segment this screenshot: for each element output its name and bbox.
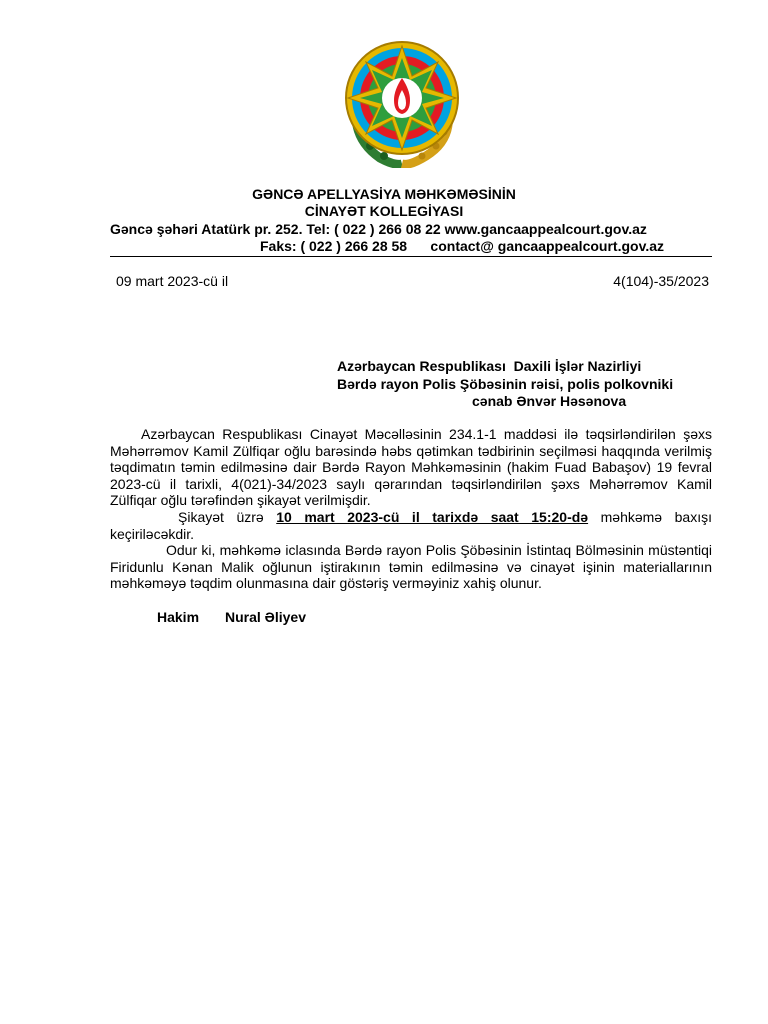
address-line: Gəncə şəhəri Atatürk pr. 252. Tel: ( 022 ) 266 08 22 www.gancaappealcourt.gov.az (110, 221, 647, 237)
court-name: GƏNCƏ APELLYASİYA MƏHKƏMƏSİNİN (252, 186, 516, 202)
case-number: 4(104)-35/2023 (613, 273, 709, 289)
letter-body (110, 426, 712, 592)
paragraph-2-tail: məhkəmə baxışı keçiriləcəkdir. (110, 508, 712, 542)
paragraph-1: Azərbaycan Respublikası Cinayət Məcəlləsinin 234.1-1 maddəsi ilə təqsirləndirilən şəxs Məhərrəmov Kamil Zülfiqar oğlu barəsində həbs qətimkan tədbirinin seçilməsi haqqında verilmiş təqdimatın təmin edilməsinə dair Bərdə Rayon Məhkəməsinin (hakim Fuad Babaşov) 19 fevral 2023-cü il tarixli, 4(021)-34/2023 saylı qərarından təqsirləndirilən şəxs Məhərrəmov Kamil Zülfiqar oğlu tərəfindən şikayət verilmişdir. (110, 426, 712, 509)
paragraph-2-lead: Şikayət üzrə (178, 508, 277, 525)
addressee-line-3: cənab Ənvər Həsənova (472, 393, 627, 409)
addressee-line-1: Azərbaycan Respublikası Daxili İşlər Nazirliyi (337, 358, 642, 374)
board-name: CİNAYƏT KOLLEGİYASI (304, 203, 464, 219)
signature-title: Hakim (157, 609, 200, 625)
fax-line: Faks: ( 022 ) 266 28 58 contact@ gancaappealcourt.gov.az (260, 238, 664, 254)
signature-name: Nural Əliyev (225, 609, 306, 625)
header-divider (110, 256, 712, 257)
addressee-line-2: Bərdə rayon Polis Şöbəsinin rəisi, polis polkovniki (337, 376, 674, 392)
paragraph-3: Odur ki, məhkəmə iclasında Bərdə rayon Polis Şöbəsinin İstintaq Bölməsinin müstəntiqi Firidunlu Kənan Malik oğlunun iştirakının təmin edilməsinə və cinayət işinin materiallarının məhkəməyə təqdim olunmasına dair göstəriş verməyiniz xahiş olunur. (110, 542, 712, 592)
letter-date: 09 mart 2023-cü il (116, 273, 229, 289)
state-emblem-logo (340, 40, 464, 168)
paragraph-2 (110, 509, 712, 542)
hearing-datetime: 10 mart 2023-cü il tarixdə saat 15:20-də (276, 508, 589, 525)
